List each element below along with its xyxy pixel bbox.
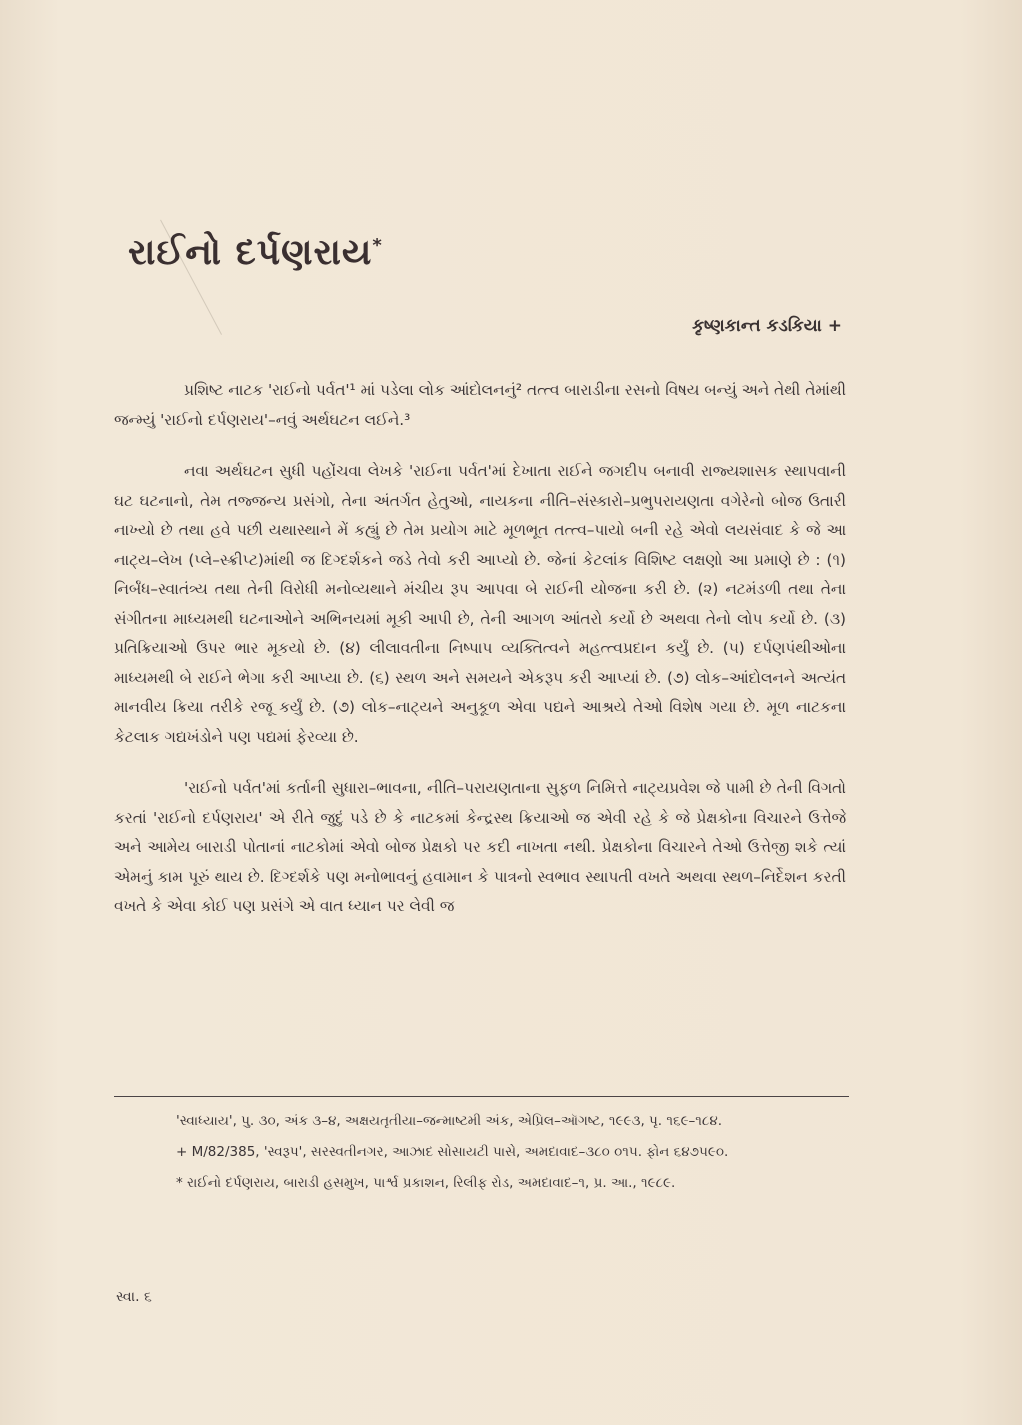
footnotes bbox=[114, 1108, 849, 1201]
footnote-divider bbox=[114, 1096, 849, 1097]
footnote: + M/82/385, 'સ્વરૂપ', સરસ્વતીનગર, આઝાદ સોસાયટી પાસે, અમદાવાદ–૩૮૦ ૦૧૫. ફોન ૬૪૭૫૯૦. bbox=[176, 1144, 729, 1160]
page-footer: સ્વા. ૬ bbox=[116, 1289, 152, 1305]
article-body bbox=[114, 376, 846, 944]
footnote: * રાઈનો દર્પણરાય, બારાડી હસમુખ, પાર્શ્વ પ્રકાશન, રિલીફ રોડ, અમદાવાદ–૧, પ્ર. આ., ૧૯૮૯. bbox=[176, 1175, 676, 1191]
title-footnote-mark: * bbox=[372, 235, 383, 256]
paragraph: પ્રશિષ્ટ નાટક 'રાઈનો પર્વત'¹ માં પડેલા લોક આંદોલનનું² તત્ત્વ બારાડીના રસનો વિષય બન્યું અને તેથી તેમાંથી જન્મ્યું 'રાઈનો દર્પણરાય'–નવું અર્થઘટન લઈને.³ bbox=[114, 381, 846, 429]
author-name: કૃષ્ણકાન્ત કડકિયા + bbox=[692, 316, 842, 336]
paragraph: નવા અર્થઘટન સુધી પહોંચવા લેખકે 'રાઈના પર્વત'માં દેખાતા રાઈને જગદીપ બનાવી રાજ્યશાસક સ્થાપવાની ઘટ ઘટનાનો, તેમ તજ્જન્ય પ્રસંગો, તેના અંતર્ગત હેતુઓ, નાયકના નીતિ–સંસ્કારો–પ્રભુપરાયણતા વગેરેનો બોજ ઉતારી નાખ્યો છે તથા હવે પછી યથાસ્થાને મેં કહ્યું છે તેમ પ્રયોગ માટે મૂળભૂત તત્ત્વ–પાયો બની રહે એવો લયસંવાદ કે જે આ નાટ્ય–લેખ (પ્લે–સ્ક્રીપ્ટ)માંથી જ દિગ્દર્શકને જડે તેવો કરી આપ્યો છે. જેનાં કેટલાંક વિશિષ્ટ લક્ષણો આ પ્રમાણે છે : (૧) નિર્બંધ–સ્વાતંત્ર્ય તથા તેની વિરોધી મનોવ્યથાને મંચીય રૂપ આપવા બે રાઈની યોજના કરી છે. (૨) નટમંડળી તથા તેના સંગીતના માધ્યમથી ઘટનાઓને અભિનયમાં મૂકી આપી છે, તેની આગળ આંતરો કર્યો છે અથવા તેનો લોપ કર્યો છે. (૩) પ્રતિક્રિયાઓ ઉપર ભાર મૂકયો છે. (૪) લીલાવતીના નિષ્પાપ વ્યક્તિત્વને મહત્ત્વપ્રદાન કર્યું છે. (૫) દર્પણપંથીઓના માધ્યમથી બે રાઈને ભેગા કરી આપ્યા છે. (૬) સ્થળ અને સમયને એકરૂપ કરી આપ્યાં છે. (૭) લોક–આંદોલનને અત્યંત માનવીય ક્રિયા તરીકે રજૂ કર્યું છે. (૭) લોક–નાટ્યને અનુકૂળ એવા પદ્યને આશ્રયે તેઓ વિશેષ ગયા છે. મૂળ નાટકના કેટલાક ગદ્યખંડોને પણ પદ્યમાં ફેરવ્યા છે. bbox=[114, 462, 846, 746]
paragraph: 'રાઈનો પર્વત'માં કર્તાની સુધારા–ભાવના, નીતિ–પરાયણતાના સુફળ નિમિત્તે નાટ્યપ્રવેશ જે પામી છે તેની વિગતો કરતાં 'રાઈનો દર્પણરાય' એ રીતે જુદું પડે છે કે નાટકમાં કેન્દ્રસ્થ ક્રિયાઓ જ એવી રહે કે જે પ્રેક્ષકોના વિચારને ઉત્તેજે અને આમેય બારાડી પોતાનાં નાટકોમાં એવો બોજ પ્રેક્ષકો પર કદી નાખતા નથી. પ્રેક્ષકોના વિચારને તેઓ ઉત્તેજી શકે ત્યાં એમનું કામ પૂરું થાય છે. દિગ્દર્શકે પણ મનોભાવનું હવામાન કે પાત્રનો સ્વભાવ સ્થાપતી વખતે અથવા સ્થળ–નિર્દેશન કરતી વખતે કે એવા કોઈ પણ પ્રસંગે એ વાત ધ્યાન પર લેવી જ bbox=[114, 779, 846, 915]
page-title bbox=[128, 232, 383, 274]
title-text: રાઈનો દર્પણરાય bbox=[128, 232, 373, 273]
footnote: 'સ્વાધ્યાય', પુ. ૩૦, અંક ૩–૪, અક્ષયતૃતીયા–જન્માષ્ટમી અંક, એપ્રિલ–ઑગષ્ટ, ૧૯૯૩, પૃ. ૧૬૯–૧૮૪. bbox=[176, 1113, 723, 1129]
